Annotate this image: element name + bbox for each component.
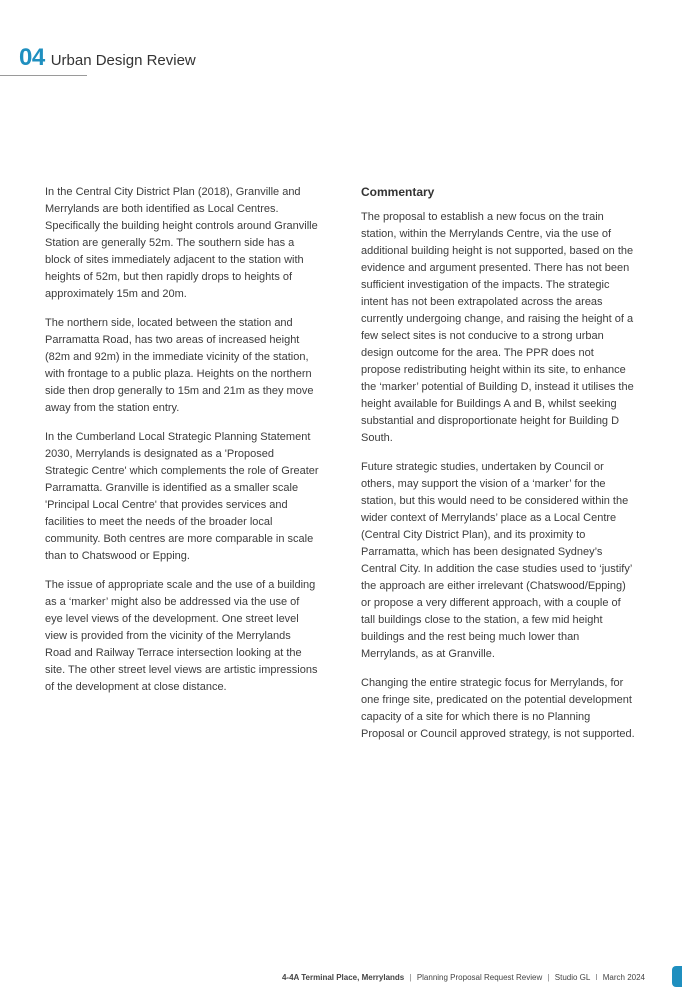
paragraph: Future strategic studies, undertaken by Council or others, may support the vision of a ‘marker’ for the station, but this would need to be considered within the wider context of Merrylands’ place as a Local Centre (Central City District Plan), and its proximity to Parramatta, which has been designated Sydney’s Central City. In addition the case studies used to ‘justify’ the approach are either irrelevant (Chatswood/Epping) or propose a very different approach, with a couple of tall buildings close to the station, a few mid height buildings and the rest being much lower than Merrylands, as at Granville.: [361, 461, 632, 660]
footer-doc-title: Planning Proposal Request Review: [416, 973, 543, 982]
paragraph: Changing the entire strategic focus for Merrylands, for one fringe site, predicated on the potential development capacity of a site for which there is no Planning Proposal or Council approved strategy, is not supported.: [361, 677, 635, 740]
header-rule: [0, 75, 87, 76]
page-header: [19, 44, 196, 72]
page-tab-marker: [672, 966, 682, 987]
footer-author: Studio GL: [554, 973, 591, 982]
paragraph: In the Central City District Plan (2018), Granville and Merrylands are both identified as Local Centres. Specifically the building height controls around Granville Station are generally 52m. The southern side has a block of sites immediately adjacent to the station with heights of 52m, but then rapidly drops to heights of approximately 15m and 20m.: [45, 186, 318, 300]
commentary-heading: Commentary: [361, 185, 435, 199]
paragraph: The proposal to establish a new focus on the train station, within the Merrylands Centre, via the use of additional building height is not supported, based on the evidence and argument presented. There has not been sufficient investigation of the impacts. The strategic intent has not been extrapolated across the areas currently undergoing change, and raising the height of a few select sites is not conducive to a strong urban design outcome for the area. The PPR does not propose redistributing height within its site, to enhance the ‘marker’ potential of Building D, instead it utilises the height available for Buildings A and B, whilst seeking substantial and disproportionate height for Building D South.: [361, 211, 634, 444]
footer-date: March 2024: [602, 973, 645, 982]
section-title: Urban Design Review: [50, 52, 196, 69]
paragraph: In the Cumberland Local Strategic Planning Statement 2030, Merrylands is designated as a 'Proposed Strategic Centre' which complements the role of Greater Parramatta. Granville is identified as a smaller scale 'Principal Local Centre' that provides services and facilities to meet the needs of the broader local community. Both centres are more comparable in scale than to Chatswood or Epping.: [45, 431, 319, 562]
commentary-column: [361, 184, 636, 755]
footer-separator: |: [409, 973, 412, 982]
footer-address: 4-4A Terminal Place, Merrylands: [281, 973, 405, 982]
paragraph: The issue of appropriate scale and the use of a building as a ‘marker’ might also be addressed via the use of eye level views of the development. One street level view is provided from the vicinity of the Merrylands Road and Railway Terrace intersection looking at the site. The other street level views are artistic impressions of the development at close distance.: [45, 579, 318, 693]
paragraph: The northern side, located between the station and Parramatta Road, has two areas of increased height (82m and 92m) in the immediate vicinity of the station, with frontage to a public plaza. Heights on the northern side then drop generally to 15m and 21m as they move away from the station entry.: [45, 317, 314, 414]
page-footer: [282, 973, 645, 982]
footer-separator: |: [547, 973, 550, 982]
footer-separator: I: [595, 973, 598, 982]
section-number: 04: [19, 44, 45, 71]
left-column: [45, 184, 320, 708]
